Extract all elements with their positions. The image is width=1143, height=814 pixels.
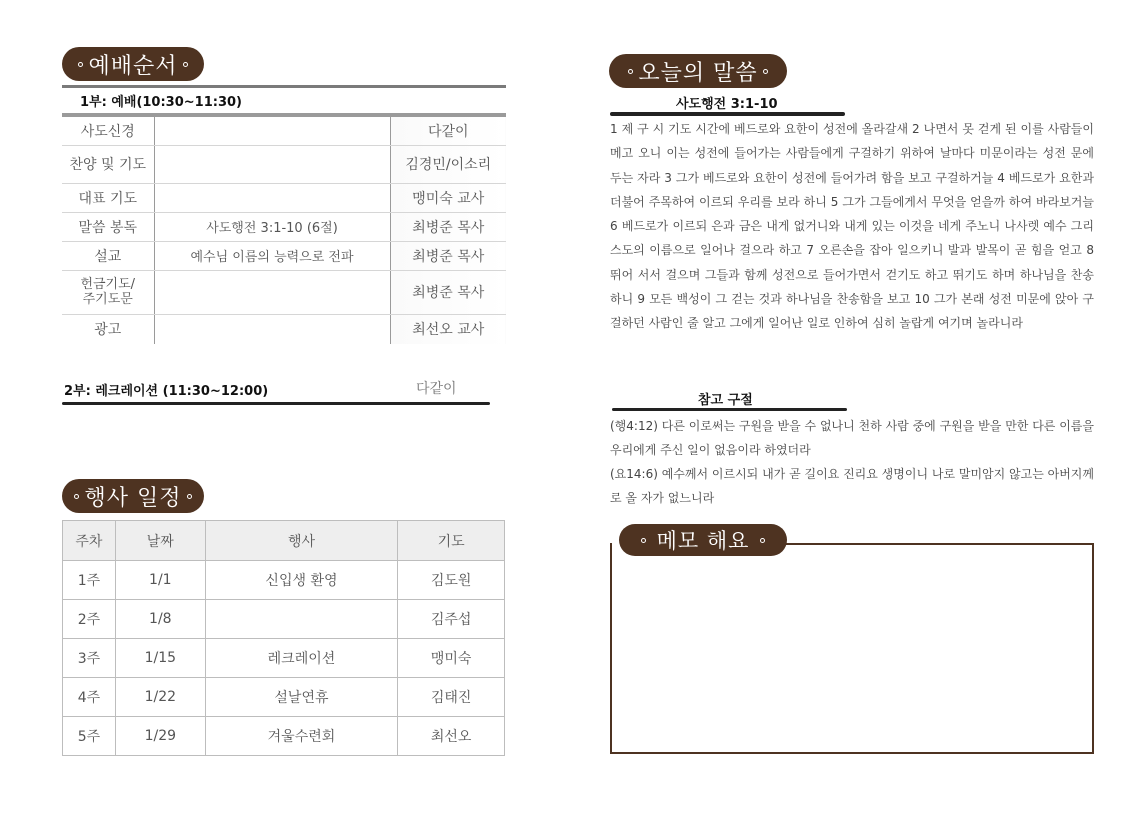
memo-title: 메모 해요 [656,529,750,553]
order-item: 광고 [62,314,154,344]
order-item: 찬양 및 기도 [62,145,154,183]
divider [610,112,845,116]
order-item: 대표 기도 [62,183,154,212]
week-cell: 1주 [63,561,116,600]
table-row [63,600,505,639]
bullet-icon [641,538,646,543]
word-title: 오늘의 말씀 [638,60,758,86]
week-cell: 3주 [63,639,116,678]
order-item [62,270,154,314]
memo-heading [619,524,787,556]
part1-label: 1부: 예배(10:30~11:30) [80,95,242,110]
date-cell: 1/29 [115,717,205,756]
column-header: 주차 [63,521,116,561]
order-item-line1: 헌금기도/ [80,277,136,292]
part2-header [62,378,490,408]
column-header: 날짜 [115,521,205,561]
events-heading [62,479,204,513]
bullet-icon [628,69,633,74]
bullet-icon [183,62,188,67]
order-leader: 최병준 목사 [390,212,506,241]
part2-leader: 다같이 [416,381,457,397]
passage-title: 사도행전 3:1-10 [676,97,778,112]
worship-order-heading [62,47,204,81]
word-heading [609,54,787,88]
order-item: 사도신경 [62,115,154,145]
prayer-cell: 김도원 [398,561,505,600]
week-cell: 5주 [63,717,116,756]
event-cell: 설날연휴 [205,678,398,717]
table-row [62,270,506,314]
week-cell: 4주 [63,678,116,717]
order-content [154,270,390,314]
order-content [154,115,390,145]
bullet-icon [763,69,768,74]
table-row [62,314,506,344]
column-header: 기도 [398,521,505,561]
bullet-icon [760,538,765,543]
event-cell: 겨울수련회 [205,717,398,756]
table-row [63,639,505,678]
memo-box[interactable] [610,543,1094,754]
date-cell: 1/22 [115,678,205,717]
table-row [63,678,505,717]
order-leader: 최병준 목사 [390,241,506,270]
order-item-line2: 주기도문 [82,292,133,307]
scripture-text: 1 제 구 시 기도 시간에 베드로와 요한이 성전에 올라갈새 2 나면서 못 걷게 된 이를 사람들이 메고 오니 이는 성전에 들어가는 사람들에게 구걸하기 위하여 날마다 미문이라는 성전 문에 두는 자라 3 그가 베드로와 요한이 성전에 들어가려 함을 보고 구걸하거늘 4 베드로가 요한과 더불어 주목하여 이르되 우리를 보라 하니 5 그가 그들에게서 무엇을 얻을까 하여 바라보거늘 6 베드로가 이르되 은과 금은 내게 없거니와 내게 있는 이것을 네게 주노니 나사렛 예수 그리스도의 이름으로 일어나 걸으라 하고 7 오른손을 잡아 일으키니 발과 발목이 곧 힘을 얻고 8 뛰어 서서 걸으며 그들과 함께 성전으로 들어가면서 걷기도 하고 뛰기도 하며 하나님을 찬송하니 9 모든 백성이 그 걷는 것과 하나님을 찬송함을 보고 10 그가 본래 성전 미문에 앉아 구걸하던 사람인 줄 알고 그에게 일어난 일로 인하여 심히 놀랍게 여기며 놀라니라 [610,122,1094,331]
table-row [62,115,506,145]
bullet-icon [78,62,83,67]
order-content: 사도행전 3:1-10 (6절) [154,212,390,241]
event-cell: 레크레이션 [205,639,398,678]
worship-order-title: 예배순서 [88,53,178,79]
reference-verses [610,414,1094,510]
table-row [62,183,506,212]
event-cell [205,600,398,639]
table-row [63,717,505,756]
column-header: 행사 [205,521,398,561]
table-row [62,241,506,270]
table-row [63,561,505,600]
divider [612,408,847,411]
order-item: 설교 [62,241,154,270]
order-content [154,145,390,183]
part2-label: 2부: 레크레이션 (11:30~12:00) [64,384,269,399]
reference-verse: (행4:12) 다른 이로써는 구원을 받을 수 없나니 천하 사람 중에 구원을 받을 만한 다른 이름을 우리에게 주신 일이 없음이라 하였더라 [610,419,1094,457]
table-header-row [63,521,505,561]
bullet-icon [74,494,79,499]
date-cell: 1/15 [115,639,205,678]
order-leader: 최병준 목사 [390,270,506,314]
reference-verse: (요14:6) 예수께서 이르시되 내가 곧 길이요 진리요 생명이니 나로 말미암지 않고는 아버지께로 올 자가 없느니라 [610,467,1094,505]
table-row [62,212,506,241]
events-title: 행사 일정 [84,485,182,511]
order-content [154,183,390,212]
prayer-cell: 김태진 [398,678,505,717]
divider [62,402,490,405]
order-content: 예수님 이름의 능력으로 전파 [154,241,390,270]
order-leader: 최선오 교사 [390,314,506,344]
prayer-cell: 맹미숙 [398,639,505,678]
reference-title: 참고 구절 [698,393,753,408]
week-cell: 2주 [63,600,116,639]
order-leader: 맹미숙 교사 [390,183,506,212]
worship-order-table [62,113,506,344]
bullet-icon [187,494,192,499]
order-content [154,314,390,344]
part1-header [62,85,506,113]
prayer-cell: 김주섭 [398,600,505,639]
table-row [62,145,506,183]
order-item: 말씀 봉독 [62,212,154,241]
date-cell: 1/1 [115,561,205,600]
date-cell: 1/8 [115,600,205,639]
prayer-cell: 최선오 [398,717,505,756]
event-cell: 신입생 환영 [205,561,398,600]
events-table [62,520,505,756]
order-leader: 김경민/이소리 [390,145,506,183]
order-leader: 다같이 [390,115,506,145]
